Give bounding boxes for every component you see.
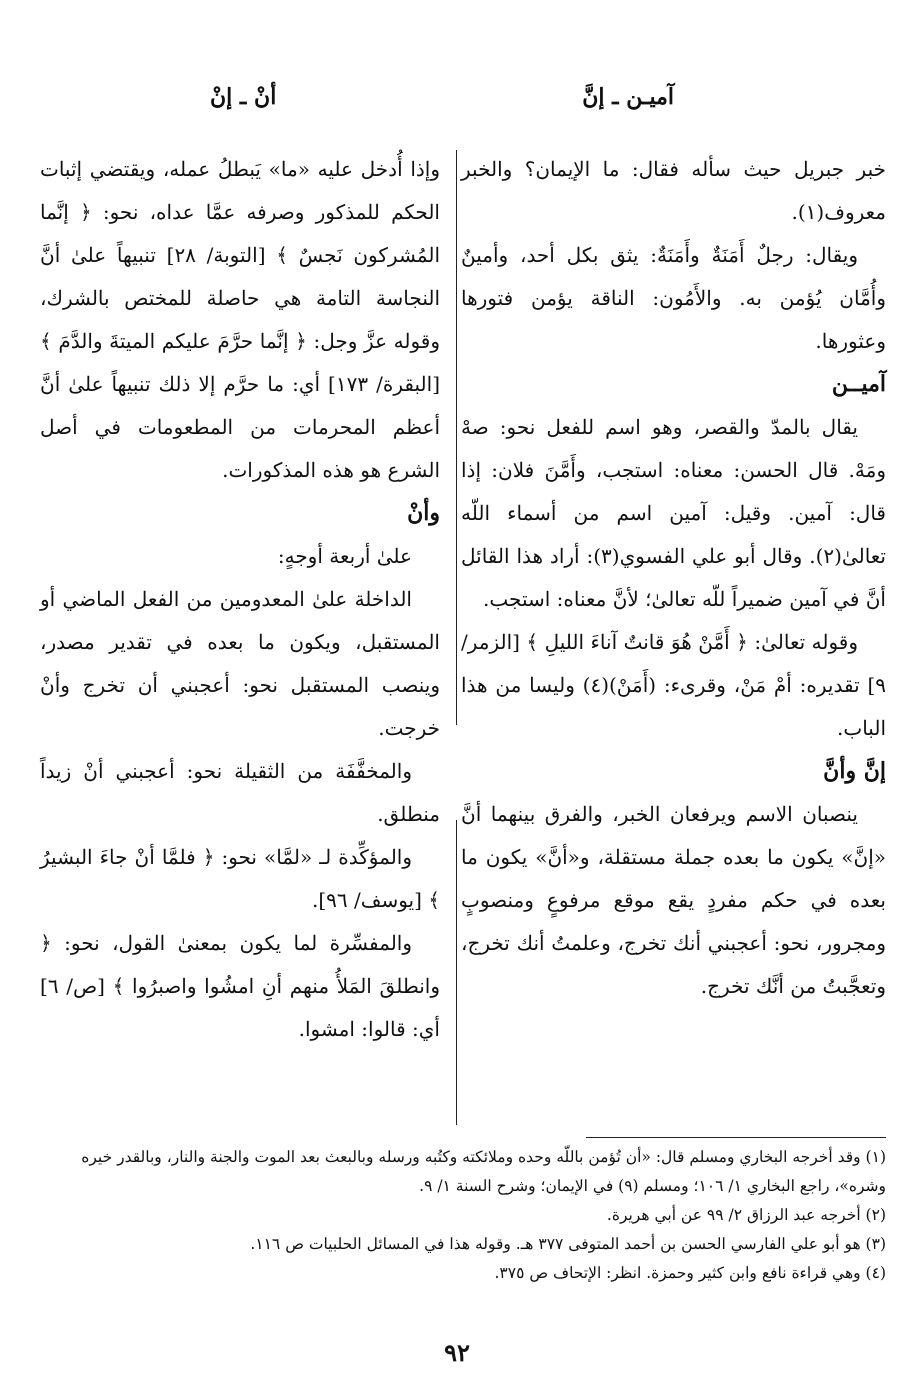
paragraph: والمفسِّرة لما يكون بمعنىٰ القول، نحو: ﴿ وانطلقَ المَلأُ منهم أنِ امشُوا واصبرُوا ﴾ [ص/ ٦] أي: قالوا: امشوا. — [40, 931, 440, 1041]
column-divider — [456, 150, 457, 725]
footnote-rule — [586, 1137, 886, 1138]
paragraph: والمخفَّفَة من الثقيلة نحو: أعجبني أنْ زيداً منطلق. — [40, 759, 440, 826]
paragraph: وقوله تعالىٰ: ﴿ أَمَّنْ هُوَ قانتٌ آناءَ الليلِ ﴾ [الزمر/ ٩] تقديره: أمْ مَنْ، وقرىء: (أَمَنْ)(٤) وليسا من هذا الباب. — [461, 630, 887, 740]
footnotes — [41, 1143, 886, 1288]
paragraph: والمؤكِّدة لـ «لمَّا» نحو: ﴿ فلمَّا أنْ جاءَ البشيرُ ﴾ [يوسف/ ٩٦]. — [40, 845, 440, 912]
paragraph: وإذا أُدخل عليه «ما» يَبطلُ عمله، ويقتضي إثبات الحكم للمذكور وصرفه عمَّا عداه، نحو: ﴿ إنَّما المُشركون نَجسٌ ﴾ [التوبة/ ٢٨] تنبيهاً علىٰ أنَّ النجاسة التامة هي حاصلة للمختص بالشرك، وقوله عزَّ وجل: ﴿ إنَّما حرَّمَ عليكم الميتةَ والدَّمَ ﴾ [البقرة/ ١٧٣] أي: ما حرَّم إلا ذلك تنبيهاً علىٰ أنَّ أعظم المحرمات من المطعومات في أصل الشرع هو هذه المذكورات. — [40, 157, 440, 482]
paragraph: يقال بالمدّ والقصر، وهو اسم للفعل نحو: صهْ ومَهْ. قال الحسن: معناه: استجب، وأَمَّنَ فلان: إذا قال: آمين. وقيل: آمين اسم من أسماء اللّه تعالىٰ(٢). وقال أبو علي الفسوي(٣): أراد هذا القائل أنَّ في آمين ضميراً للّه تعالىٰ؛ لأنَّ معناه: استجب. — [461, 415, 886, 611]
page-number: ٩٢ — [444, 1338, 470, 1367]
column-divider-lower — [456, 820, 457, 1125]
paragraph: الداخلة علىٰ المعدومين من الفعل الماضي أو المستقبل، ويكون ما بعده في تقدير مصدر، وينصب المستقبل نحو: أعجبني أن تخرج وأنْ خرجت. — [40, 587, 440, 740]
left-running-header: أنْ ـ إنْ — [210, 84, 277, 110]
right-column — [461, 148, 886, 1008]
paragraph: ويقال: رجلٌ أَمَنَةٌ وأَمَنَةٌ: يثق بكل أحد، وأمينٌ وأُمَّان يُؤمن به. والأَمُون: الناقة يؤمن فتورها وعثورها. — [461, 243, 886, 353]
footnote-2: (٢) أخرجه عبد الرزاق ٢/ ٩٩ عن أبي هريرة. — [606, 1206, 886, 1224]
right-running-header: آميـن ـ إنَّ — [582, 84, 674, 110]
paragraph: خبر جبريل حيث سأله فقال: ما الإيمان؟ والخبر معروف(١). — [461, 157, 886, 224]
paragraph: ينصبان الاسم ويرفعان الخبر، والفرق بينهما أنَّ «إنَّ» يكون ما بعده جملة مستقلة، و«أنَّ» يكون ما بعده في حكم مفردٍ يقع موقع مرفوعٍ ومنصوبٍ ومجرور، نحو: أعجبني أنك تخرج، وعلمتُ أنك تخرج، وتعجَّبتُ من أنَّك تخرج. — [461, 802, 886, 998]
footnote-3: (٣) هو أبو علي الفارسي الحسن بن أحمد المتوفى ٣٧٧ هـ. وقوله هذا في المسائل الحلبيات ص ١١٦. — [250, 1235, 886, 1253]
entry-heading-amin: آميــن — [831, 371, 886, 397]
footnote-1: (١) وقد أخرجه البخاري ومسلم قال: «أن تُؤمن باللّه وحده وملائكته وكتُبه ورسله وبالبعث بعد الموت والجنة والنار، وبالقدر خيره وشره»، راجع البخاري ١/ ١٠٦؛ ومسلم (٩) في الإيمان؛ وشرح السنة ١/ ٩. — [81, 1148, 886, 1195]
entry-heading-an: وأنْ — [407, 500, 440, 526]
paragraph: علىٰ أربعة أوجهٍ: — [277, 544, 412, 568]
entry-heading-inna: إنَّ وأنَّ — [823, 758, 886, 784]
left-column — [40, 148, 440, 1051]
footnote-4: (٤) وهي قراءة نافع وابن كثير وحمزة. انظر: الإتحاف ص ٣٧٥. — [494, 1264, 886, 1282]
